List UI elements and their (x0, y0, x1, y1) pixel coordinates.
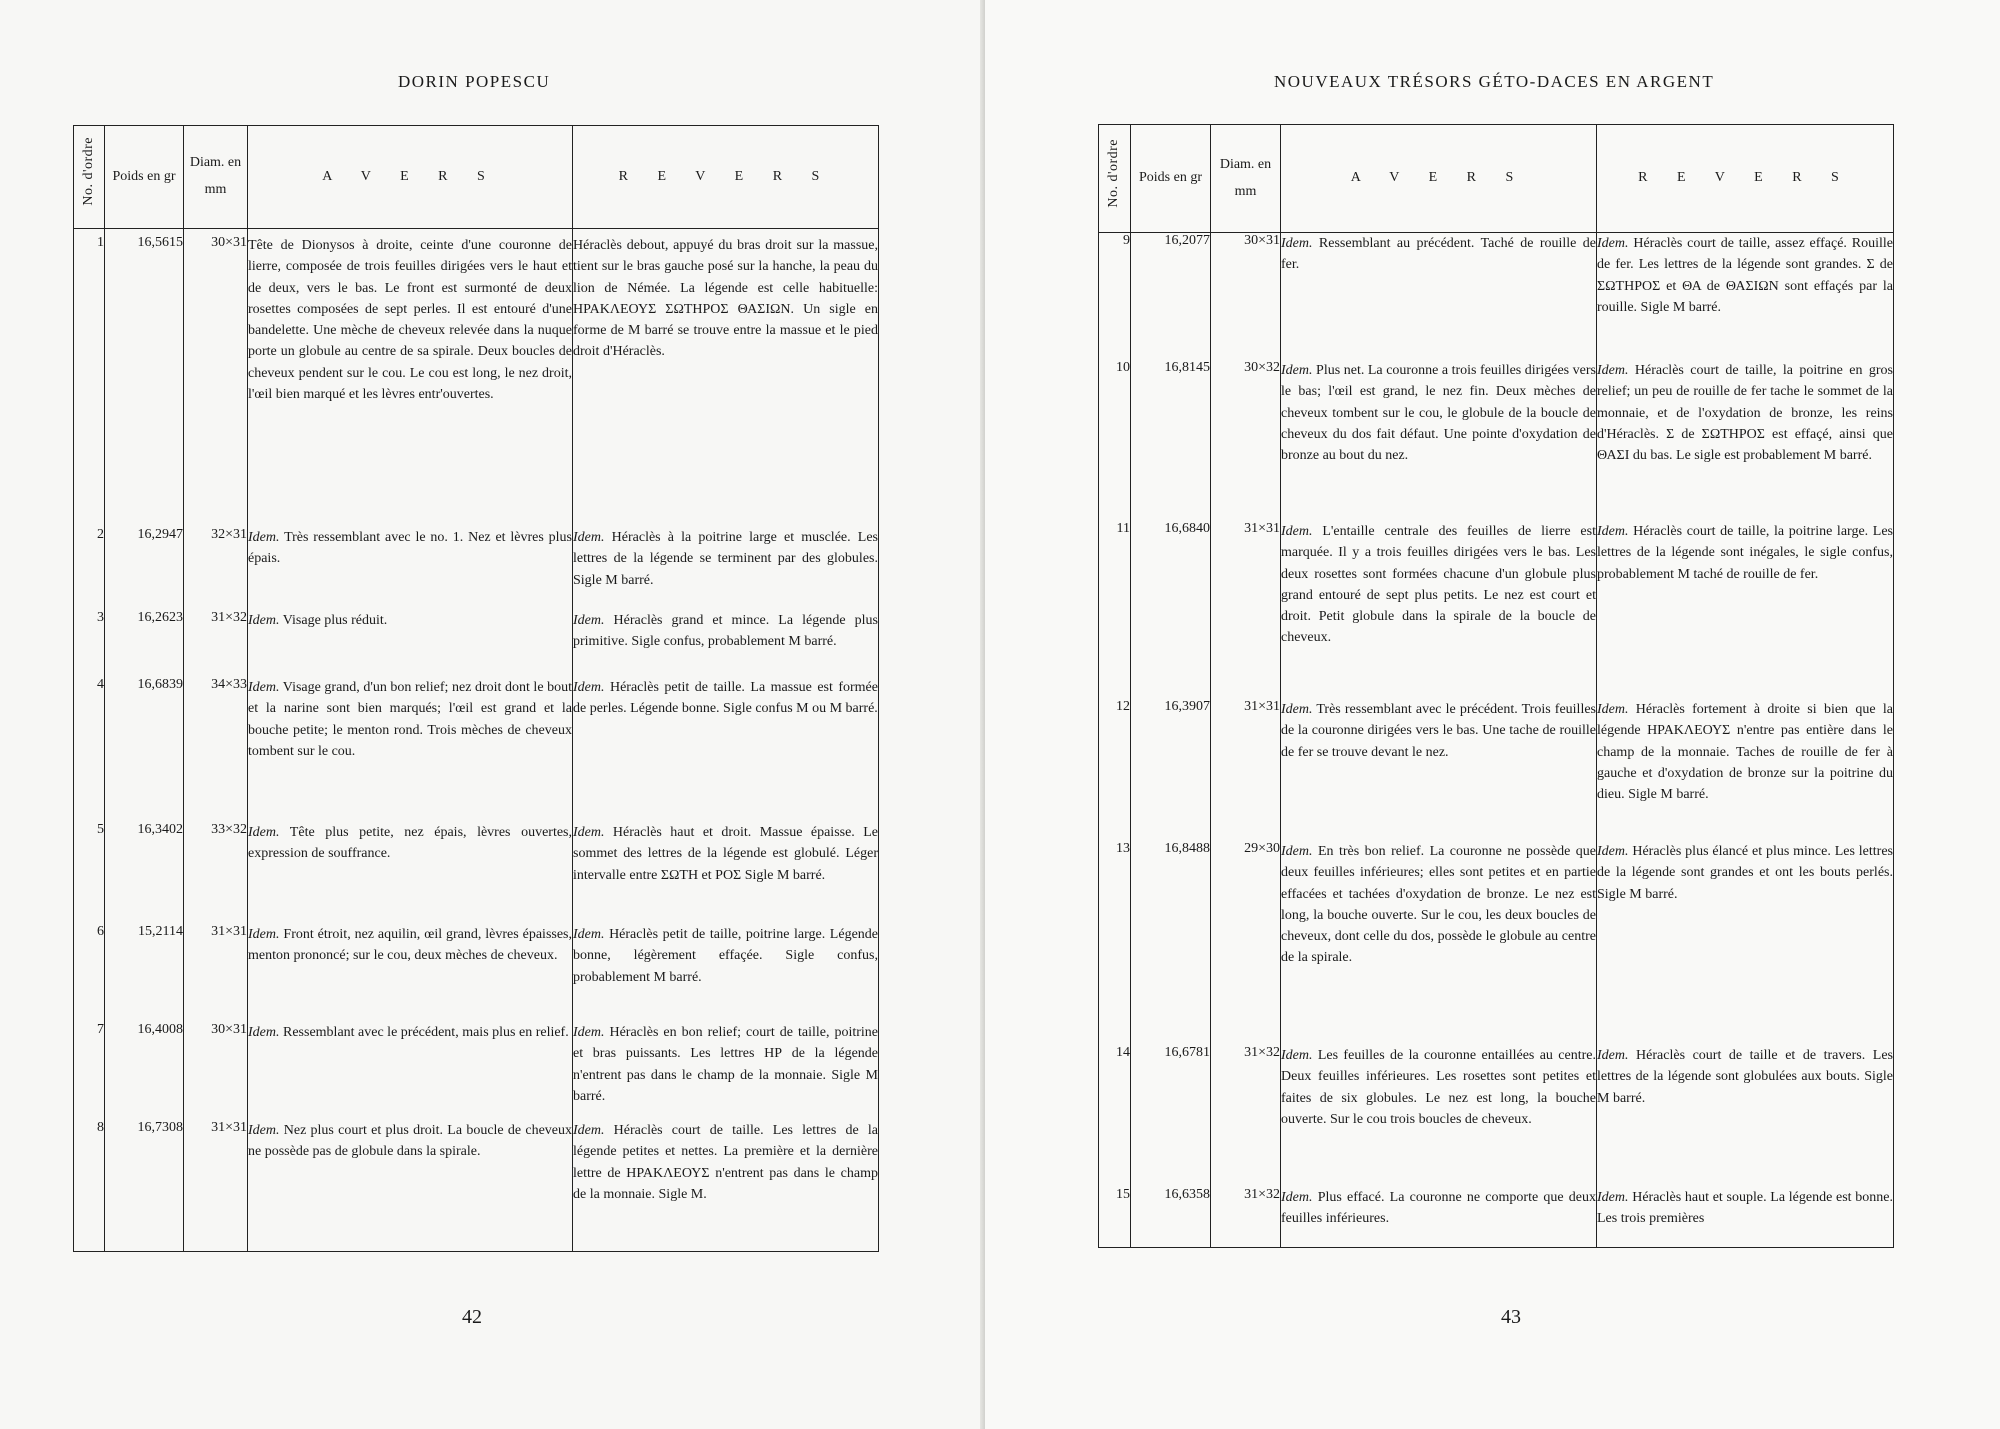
table-row (74, 924, 879, 1022)
avers-cell: Tête de Dionysos à droite, ceinte d'une couronne de lierre, composée de trois feuilles dirigées vers le haut et de deux, vers le bas. Le front est surmonté de deux rosettes composées de sept perles. Il est entouré d'une bandelette. Une mèche de cheveux relevée dans la nuque porte un globule au centre de sa spirale. Deux boucles de cheveux pendent sur le cou. Le cou est long, le nez droit, l'œil bien marqué et les lèvres entr'ouvertes. (248, 235, 573, 527)
revers-cell: Idem. Héraclès plus élancé et plus mince. Les lettres de la légende sont grandes et ont les bouts perlés. Sigle M barré. (1597, 841, 1894, 1045)
table-row (74, 1120, 879, 1251)
weight-cell: 16,7308 (105, 1120, 184, 1251)
page-number-right: 43 (1501, 1306, 1521, 1328)
table-row (1099, 699, 1894, 841)
avers-cell: Idem. Visage plus réduit. (248, 610, 573, 677)
diameter-cell: 33×32 (184, 822, 248, 924)
table-row (1099, 360, 1894, 521)
weight-cell: 16,2077 (1131, 233, 1211, 360)
revers-cell: Idem. Héraclès fortement à droite si bien que la légende ΗΡΑΚΛΕΟΥΣ n'entre pas entière dans le champ de la monnaie. Taches de rouille de fer à gauche et d'oxydation de bronze sur la poitrine du dieu. Sigle M barré. (1597, 699, 1894, 841)
table-row (1099, 841, 1894, 1045)
diameter-cell: 30×32 (1211, 360, 1281, 521)
coin-table-right (1098, 124, 1894, 1248)
avers-cell: Idem. Ressemblant avec le précédent, mais plus en relief. (248, 1022, 573, 1120)
revers-cell: Idem. Héraclès petit de taille. La massue est formée de perles. Légende bonne. Sigle confus M ou M barré. (573, 677, 879, 822)
table-row (74, 527, 879, 610)
weight-cell: 15,2114 (105, 924, 184, 1022)
diameter-cell: 30×31 (1211, 233, 1281, 360)
table-row (1099, 1045, 1894, 1187)
row-number: 1 (74, 235, 105, 527)
avers-cell: Idem. L'entaille centrale des feuilles de lierre est marquée. Il y a trois feuilles dirigées vers le bas. Les deux rosettes sont formées chacune d'un globule plus grand entouré de sept plus petits. Le nez est court et droit. Petit globule dans la spirale de la boucle de cheveux. (1281, 521, 1597, 699)
row-number: 7 (74, 1022, 105, 1120)
revers-cell: Idem. Héraclès grand et mince. La légende plus primitive. Sigle confus, probablement M barré. (573, 610, 879, 677)
avers-cell: Idem. Front étroit, nez aquilin, œil grand, lèvres épaisses, menton prononcé; sur le cou, deux mèches de cheveux. (248, 924, 573, 1022)
diameter-cell: 29×30 (1211, 841, 1281, 1045)
diameter-cell: 34×33 (184, 677, 248, 822)
weight-cell: 16,5615 (105, 235, 184, 527)
table-row (74, 235, 879, 527)
table-row (74, 610, 879, 677)
diameter-cell: 31×31 (184, 1120, 248, 1251)
table-header-row (1099, 125, 1894, 233)
weight-cell: 16,4008 (105, 1022, 184, 1120)
header-avers: A V E R S (248, 126, 573, 229)
row-number: 9 (1099, 233, 1131, 360)
row-number: 5 (74, 822, 105, 924)
revers-cell: Héraclès debout, appuyé du bras droit sur la massue, tient sur le bras gauche posé sur la hanche, la peau du lion de Némée. La légende est celle habituelle: ΗΡΑΚΛΕΟΥΣ ΣΩΤΗΡΟΣ ΘΑΣΙΩΝ. Un sigle en forme de M barré se trouve entre la massue et le pied droit d'Héraclès. (573, 235, 879, 527)
revers-cell: Idem. Héraclès à la poitrine large et musclée. Les lettres de la légende se terminent par des globules. Sigle M barré. (573, 527, 879, 610)
avers-cell: Idem. Très ressemblant avec le précédent. Trois feuilles de la couronne dirigées vers le bas. Une tache de rouille de fer se trouve devant le nez. (1281, 699, 1597, 841)
header-avers: A V E R S (1281, 125, 1597, 233)
revers-cell: Idem. Héraclès haut et souple. La légende est bonne. Les trois premières (1597, 1187, 1894, 1247)
weight-cell: 16,6781 (1131, 1045, 1211, 1187)
row-number: 12 (1099, 699, 1131, 841)
weight-cell: 16,6840 (1131, 521, 1211, 699)
header-poids: Poids en gr (1131, 125, 1211, 233)
table-header-row (74, 126, 879, 229)
page-number-left: 42 (462, 1306, 482, 1328)
row-number: 8 (74, 1120, 105, 1251)
table-row (74, 1022, 879, 1120)
weight-cell: 16,3402 (105, 822, 184, 924)
avers-cell: Idem. Les feuilles de la couronne entaillées au centre. Deux feuilles inférieures. Les rosettes sont petites et faites de six globules. Le nez est long, la bouche ouverte. Sur le cou trois boucles de cheveux. (1281, 1045, 1597, 1187)
diameter-cell: 31×31 (184, 924, 248, 1022)
row-number: 6 (74, 924, 105, 1022)
table-row (74, 677, 879, 822)
row-number: 3 (74, 610, 105, 677)
weight-cell: 16,8145 (1131, 360, 1211, 521)
row-number: 10 (1099, 360, 1131, 521)
revers-cell: Idem. Héraclès court de taille, la poitrine large. Les lettres de la légende sont inégales, le sigle confus, probablement M taché de rouille de fer. (1597, 521, 1894, 699)
revers-cell: Idem. Héraclès en bon relief; court de taille, poitrine et bras puissants. Les lettres ΗΡ de la légende n'entrent pas dans le champ de la monnaie. Sigle M barré. (573, 1022, 879, 1120)
diameter-cell: 31×32 (1211, 1187, 1281, 1247)
header-no: No. d'ordre (74, 126, 105, 229)
running-head-right: NOUVEAUX TRÉSORS GÉTO-DACES EN ARGENT (1274, 72, 1715, 91)
avers-cell: Idem. En très bon relief. La couronne ne possède que deux feuilles inférieures; elles sont petites et en partie effacées et tachées d'oxydation de bronze. Le nez est long, la bouche ouverte. Sur le cou, les deux boucles de cheveux, dont celle du dos, possède le globule au centre de la spirale. (1281, 841, 1597, 1045)
row-number: 4 (74, 677, 105, 822)
table-row (1099, 1187, 1894, 1247)
revers-cell: Idem. Héraclès haut et droit. Massue épaisse. Le sommet des lettres de la légende est globulé. Léger intervalle entre ΣΩΤΗ et ΡΟΣ Sigle M barré. (573, 822, 879, 924)
right-page (985, 0, 2000, 1429)
weight-cell: 16,2947 (105, 527, 184, 610)
diameter-cell: 32×31 (184, 527, 248, 610)
avers-cell: Idem. Visage grand, d'un bon relief; nez droit dont le bout et la narine sont bien marqués; l'œil est grand et la bouche petite; le menton rond. Trois mèches de cheveux tombent sur le cou. (248, 677, 573, 822)
header-poids: Poids en gr (105, 126, 184, 229)
row-number: 11 (1099, 521, 1131, 699)
avers-cell: Idem. Plus net. La couronne a trois feuilles dirigées vers le bas; l'œil est grand, le nez fin. Deux mèches de cheveux tombent sur le cou, le globule de la boucle de cheveux du dos fait défaut. Une pointe d'oxydation de bronze au bout du nez. (1281, 360, 1597, 521)
row-number: 2 (74, 527, 105, 610)
diameter-cell: 31×31 (1211, 521, 1281, 699)
row-number: 13 (1099, 841, 1131, 1045)
table-row (74, 822, 879, 924)
revers-cell: Idem. Héraclès court de taille et de travers. Les lettres de la légende sont globulées aux bouts. Sigle M barré. (1597, 1045, 1894, 1187)
running-head-left: DORIN POPESCU (398, 72, 551, 91)
weight-cell: 16,2623 (105, 610, 184, 677)
weight-cell: 16,3907 (1131, 699, 1211, 841)
weight-cell: 16,8488 (1131, 841, 1211, 1045)
diameter-cell: 31×31 (1211, 699, 1281, 841)
revers-cell: Idem. Héraclès court de taille. Les lettres de la légende petites et nettes. La première et la dernière lettre de ΗΡΑΚΛΕΟΥΣ n'entrent pas dans le champ de la monnaie. Sigle M. (573, 1120, 879, 1251)
diameter-cell: 31×32 (1211, 1045, 1281, 1187)
row-number: 15 (1099, 1187, 1131, 1247)
avers-cell: Idem. Nez plus court et plus droit. La boucle de cheveux ne possède pas de globule dans la spirale. (248, 1120, 573, 1251)
avers-cell: Idem. Ressemblant au précédent. Taché de rouille de fer. (1281, 233, 1597, 360)
header-no: No. d'ordre (1099, 125, 1131, 233)
revers-cell: Idem. Héraclès court de taille, la poitrine en gros relief; un peu de rouille de fer tache le sommet de la monnaie, et de l'oxydation de bronze, les reins d'Héraclès. Σ de ΣΩΤΗΡΟΣ est effaçé, ainsi que ΘΑΣΙ du bas. Le sigle est probablement M barré. (1597, 360, 1894, 521)
weight-cell: 16,6358 (1131, 1187, 1211, 1247)
diameter-cell: 30×31 (184, 1022, 248, 1120)
avers-cell: Idem. Plus effacé. La couronne ne comporte que deux feuilles inférieures. (1281, 1187, 1597, 1247)
table-row (1099, 233, 1894, 360)
weight-cell: 16,6839 (105, 677, 184, 822)
revers-cell: Idem. Héraclès petit de taille, poitrine large. Légende bonne, légèrement effaçée. Sigle confus, probablement M barré. (573, 924, 879, 1022)
header-revers: R E V E R S (1597, 125, 1894, 233)
coin-table-left (73, 125, 879, 1252)
header-diam: Diam. en mm (184, 126, 248, 229)
header-diam: Diam. en mm (1211, 125, 1281, 233)
avers-cell: Idem. Tête plus petite, nez épais, lèvres ouvertes, expression de souffrance. (248, 822, 573, 924)
header-revers: R E V E R S (573, 126, 879, 229)
row-number: 14 (1099, 1045, 1131, 1187)
avers-cell: Idem. Très ressemblant avec le no. 1. Nez et lèvres plus épais. (248, 527, 573, 610)
table-row (1099, 521, 1894, 699)
diameter-cell: 31×32 (184, 610, 248, 677)
diameter-cell: 30×31 (184, 235, 248, 527)
revers-cell: Idem. Héraclès court de taille, assez effaçé. Rouille de fer. Les lettres de la légende sont grandes. Σ de ΣΩΤΗΡΟΣ et ΘΑ de ΘΑΣΙΩΝ sont effaçés par la rouille. Sigle M barré. (1597, 233, 1894, 360)
left-page (0, 0, 985, 1429)
